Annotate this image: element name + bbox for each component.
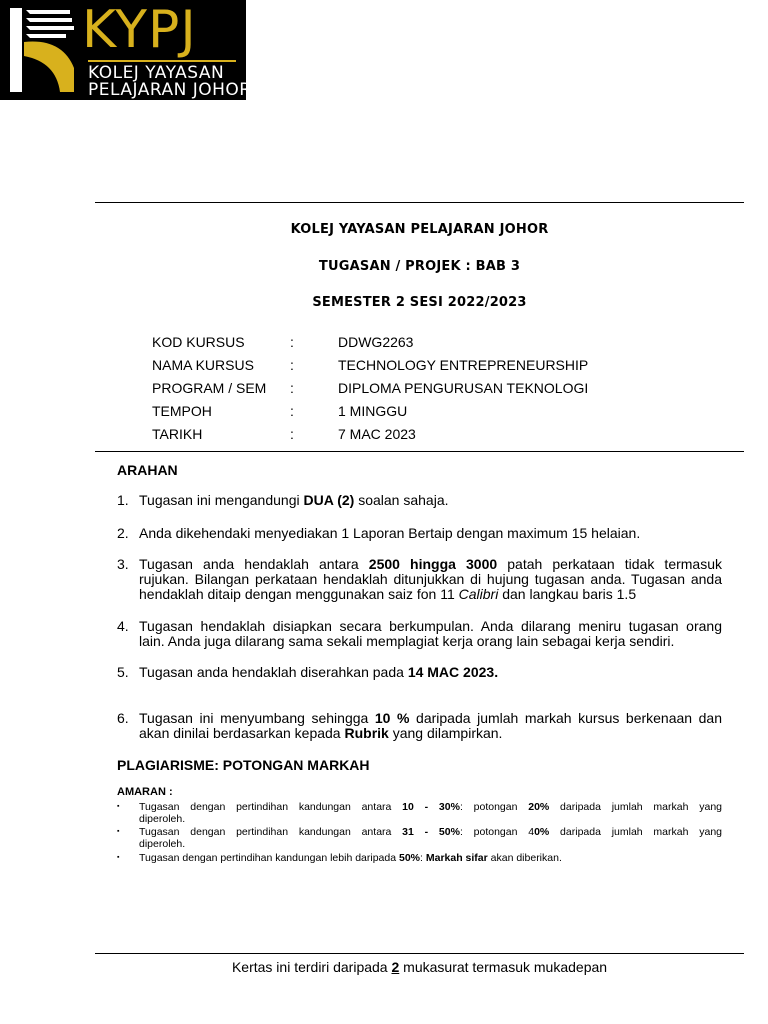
info-value: 1 MINGGU — [338, 403, 408, 419]
text-run: soalan sahaja. — [354, 492, 449, 508]
item-text — [139, 711, 722, 741]
top-rule — [95, 202, 744, 203]
text-run: Tugasan ini menyumbang sehingga — [139, 710, 375, 726]
text-bold: 14 MAC 2023. — [407, 664, 499, 680]
text-run: yang dilampirkan. — [388, 725, 503, 741]
info-value: TECHNOLOGY ENTREPRENEURSHIP — [338, 357, 589, 373]
info-separator: : — [290, 357, 294, 373]
item-number: 1. — [117, 492, 129, 508]
info-value: 7 MAC 2023 — [338, 426, 416, 442]
item-number: 5. — [117, 664, 129, 680]
info-rule — [95, 451, 744, 452]
item-text — [139, 493, 722, 508]
info-separator: : — [290, 380, 294, 396]
item-text — [139, 665, 722, 680]
text-run: diperoleh. — [139, 813, 186, 825]
text-run: daripada jumlah markah yang — [549, 826, 723, 838]
text-run: rujukan. Bilangan perkataan hendaklah ditunjukkan di hujung tugasan anda. Tugasan anda — [139, 571, 722, 587]
instructions-title: ARAHAN — [117, 462, 178, 478]
warning-text — [139, 826, 722, 850]
text-run: : — [420, 852, 426, 864]
bullet-icon: ▪ — [117, 803, 120, 810]
text-bold: Markah sifar — [425, 852, 488, 864]
item-number: 4. — [117, 618, 129, 634]
text-run: Tugasan dengan pertindihan kandungan antara — [139, 826, 403, 838]
text-run: Tugasan hendaklah disiapkan secara berkumpulan. Anda dilarang meniru tugasan orang — [139, 618, 722, 634]
text-run: daripada jumlah markah kursus berkenaan dan — [409, 710, 723, 726]
text-bold: 10 - 30% — [402, 801, 460, 813]
text-bold: Rubrik — [344, 725, 389, 741]
text-bold: 20% — [528, 801, 550, 813]
text-run: daripada jumlah markah yang — [549, 801, 723, 813]
info-separator: : — [290, 334, 294, 350]
text-bold: 50% — [399, 852, 421, 864]
text-bold: DUA (2) — [303, 492, 355, 508]
info-label: TARIKH — [152, 426, 203, 442]
semester-title: SEMESTER 2 SESI 2022/2023 — [312, 295, 527, 310]
info-value: DIPLOMA PENGURUSAN TEKNOLOGI — [338, 380, 589, 396]
text-run: : potongan — [459, 801, 529, 813]
assignment-title: TUGASAN / PROJEK : BAB 3 — [318, 259, 521, 274]
text-bold: 31 - 50% — [402, 826, 460, 838]
logo-line-1: KOLEJ YAYASAN — [88, 63, 225, 83]
institution-title: KOLEJ YAYASAN PELAJARAN JOHOR — [290, 222, 549, 237]
text-run: : potongan 4 — [459, 826, 535, 838]
item-number: 2. — [117, 525, 129, 541]
logo-divider — [88, 60, 236, 62]
text-run: Anda dikehendaki menyediakan 1 Laporan Bertaip dengan maximum 15 helaian. — [139, 525, 641, 541]
text-run: Tugasan ini mengandungi — [139, 492, 304, 508]
text-run: Tugasan dengan pertindihan kandungan lebih daripada — [139, 852, 399, 864]
footer-rule — [95, 953, 744, 954]
bullet-icon: ▪ — [117, 828, 120, 835]
text-bold: 2500 hingga 3000 — [368, 556, 498, 572]
text-run: Kertas ini terdiri daripada — [231, 959, 392, 975]
text-run: Tugasan dengan pertindihan kandungan antara — [139, 801, 403, 813]
item-number: 3. — [117, 556, 129, 572]
warning-title: AMARAN : — [117, 786, 173, 798]
text-run: hendaklah ditaip dengan menggunakan saiz fon 11 — [139, 586, 459, 602]
item-text — [139, 526, 722, 541]
text-bold: 0% — [534, 826, 550, 838]
text-run: Tugasan anda hendaklah antara — [139, 556, 369, 572]
warning-text — [139, 852, 722, 864]
text-run: Tugasan anda hendaklah diserahkan pada — [139, 664, 408, 680]
text-run: diperoleh. — [139, 838, 186, 850]
page-footer — [95, 959, 744, 975]
text-run: patah perkataan tidak termasuk — [497, 556, 722, 572]
warning-text — [139, 801, 722, 825]
text-run: lain. Anda juga dilarang sama sekali memplagiat kerja orang lain sebagai kerja sendiri. — [139, 633, 675, 649]
info-separator: : — [290, 426, 294, 442]
page-count: 2 — [391, 959, 400, 975]
info-label: TEMPOH — [152, 403, 212, 419]
item-text — [139, 557, 722, 602]
info-separator: : — [290, 403, 294, 419]
kypj-logo — [0, 0, 252, 100]
item-text — [139, 619, 722, 649]
info-label: PROGRAM / SEM — [152, 380, 267, 396]
text-bold: 10 % — [374, 710, 410, 726]
text-italic: Calibri — [458, 586, 499, 602]
info-value: DDWG2263 — [338, 334, 414, 350]
text-run: mukasurat termasuk mukadepan — [399, 959, 608, 975]
bullet-icon: ▪ — [117, 854, 120, 861]
info-label: KOD KURSUS — [152, 334, 245, 350]
item-number: 6. — [117, 710, 129, 726]
plagiarism-title: PLAGIARISME: POTONGAN MARKAH — [117, 757, 370, 773]
text-run: akan diberikan. — [487, 852, 562, 864]
logo-brand: KYPJ — [82, 0, 197, 60]
text-run: akan dinilai berdasarkan kepada — [139, 725, 345, 741]
logo-line-2: PELAJARAN JOHOR — [88, 80, 252, 100]
info-label: NAMA KURSUS — [152, 357, 254, 373]
text-run: dan langkau baris 1.5 — [498, 586, 637, 602]
